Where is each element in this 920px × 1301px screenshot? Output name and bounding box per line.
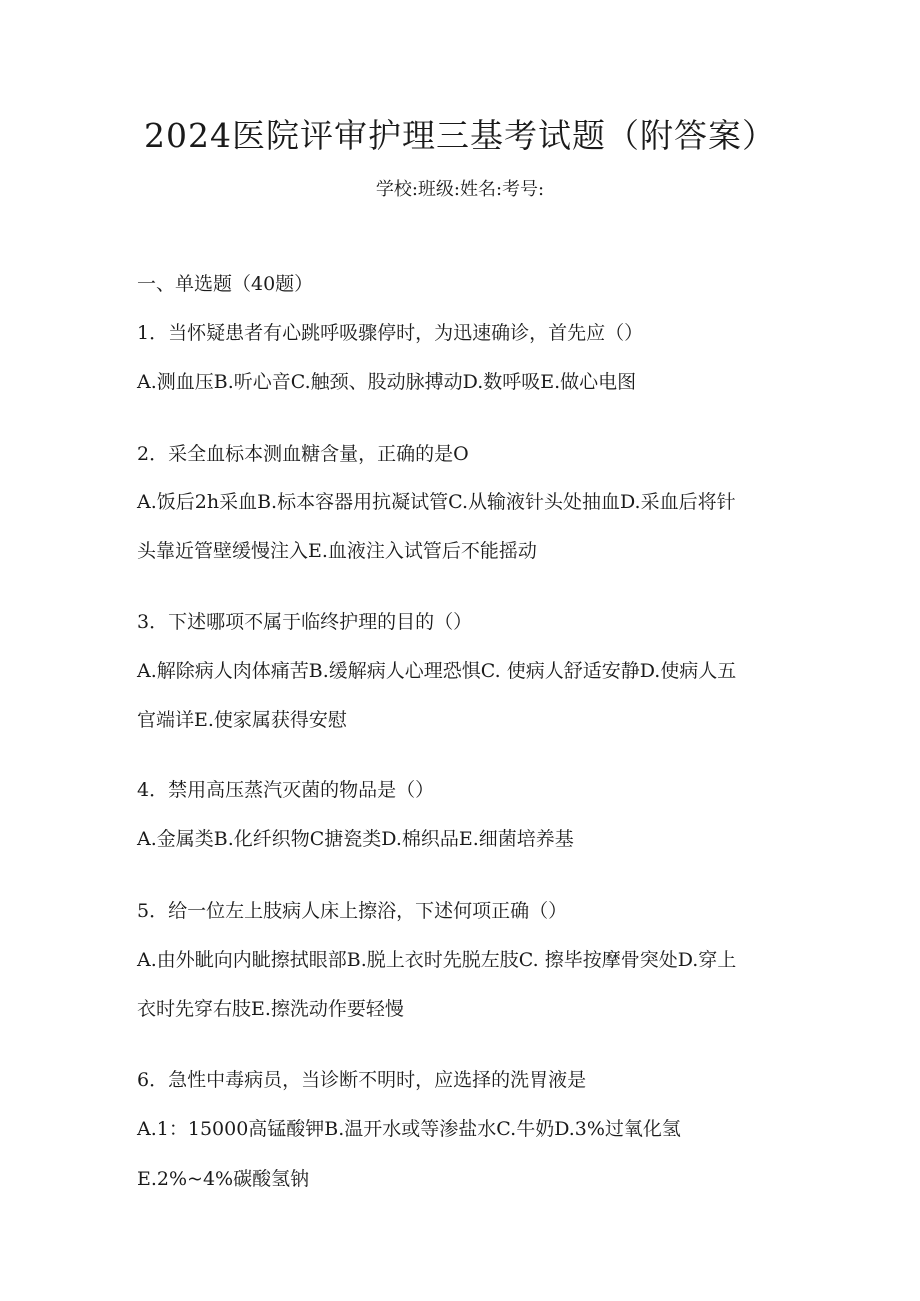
question-options: A.测血压B.听心音C.触颈、股动脉搏动D.数呼吸E.做心电图 [137, 371, 637, 393]
question-options: A.饭后2h采血B.标本容器用抗凝试管C.从输液针头处抽血D.采血后将针 [137, 491, 736, 513]
question-stem: 3．下述哪项不属于临终护理的目的（） [137, 611, 473, 633]
question-options: 衣时先穿右肢E.擦洗动作要轻慢 [137, 998, 404, 1020]
document-title: 2024医院评审护理三基考试题（附答案） [144, 116, 776, 155]
question-stem: 4．禁用高压蒸汽灭菌的物品是（） [137, 779, 435, 801]
student-info-line: 学校:班级:姓名:考号: [375, 179, 545, 200]
question-options: 官端详E.使家属获得安慰 [137, 709, 347, 731]
question-stem: 5．给一位左上肢病人床上擦浴，下述何项正确（） [137, 900, 568, 922]
question-stem: 1．当怀疑患者有心跳呼吸骤停时，为迅速确诊，首先应（） [137, 322, 644, 344]
question-stem: 2．采全血标本测血糖含量，正确的是O [137, 443, 469, 465]
question-stem: 6．急性中毒病员，当诊断不明时，应选择的洗胃液是 [137, 1069, 587, 1091]
question-options: A.由外眦向内眦擦拭眼部B.脱上衣时先脱左肢C. 擦毕按摩骨突处D.穿上 [137, 949, 737, 971]
section-heading: 一、单选题（40题） [137, 273, 314, 295]
question-options: A.金属类B.化纤织物C搪瓷类D.棉织品E.细菌培养基 [137, 828, 574, 850]
question-options: A.1：15000高锰酸钾B.温开水或等渗盐水C.牛奶D.3%过氧化氢 [137, 1118, 681, 1140]
question-options: E.2%~4%碳酸氢钠 [137, 1168, 310, 1190]
question-options: 头靠近管壁缓慢注入E.血液注入试管后不能摇动 [137, 540, 537, 562]
question-options: A.解除病人肉体痛苦B.缓解病人心理恐惧C. 使病人舒适安静D.使病人五 [137, 660, 737, 682]
